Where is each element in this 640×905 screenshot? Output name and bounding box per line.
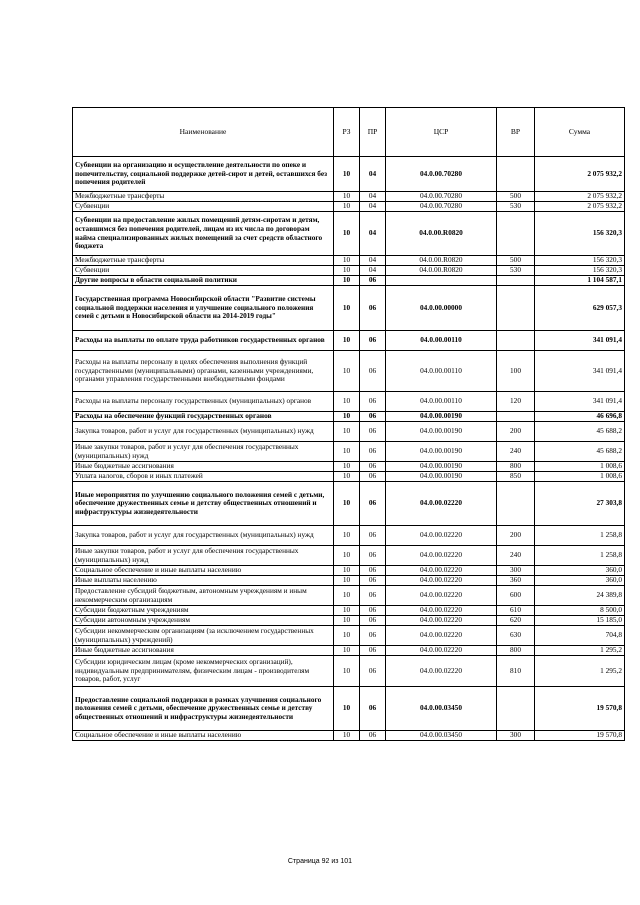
cell-sum: 341 091,4 bbox=[535, 331, 625, 351]
table-header-row bbox=[73, 108, 625, 157]
cell-name: Закупка товаров, работ и услуг для государственных (муниципальных) нужд bbox=[73, 526, 334, 546]
cell-rz: 10 bbox=[334, 286, 360, 331]
table-row bbox=[73, 266, 625, 276]
table-body bbox=[73, 157, 625, 741]
cell-csr: 04.0.00.70280 bbox=[386, 202, 497, 212]
cell-sum: 1 295,2 bbox=[535, 656, 625, 687]
cell-csr: 04.0.00.02220 bbox=[386, 646, 497, 656]
cell-csr: 04.0.00.00190 bbox=[386, 422, 497, 442]
cell-name: Субвенции bbox=[73, 266, 334, 276]
cell-pr: 04 bbox=[360, 157, 386, 192]
table-row bbox=[73, 331, 625, 351]
header-sum: Сумма bbox=[535, 108, 625, 157]
cell-sum: 629 057,3 bbox=[535, 286, 625, 331]
cell-pr: 06 bbox=[360, 442, 386, 462]
cell-rz: 10 bbox=[334, 331, 360, 351]
header-vr: ВР bbox=[497, 108, 535, 157]
cell-rz: 10 bbox=[334, 192, 360, 202]
cell-vr: 200 bbox=[497, 526, 535, 546]
cell-name: Социальное обеспечение и иные выплаты населению bbox=[73, 731, 334, 741]
cell-vr bbox=[497, 331, 535, 351]
header-name: Наименование bbox=[73, 108, 334, 157]
cell-rz: 10 bbox=[334, 586, 360, 606]
table-row bbox=[73, 731, 625, 741]
cell-vr bbox=[497, 412, 535, 422]
cell-vr: 500 bbox=[497, 256, 535, 266]
cell-csr: 04.0.00.03450 bbox=[386, 687, 497, 731]
cell-rz: 10 bbox=[334, 351, 360, 392]
cell-pr: 06 bbox=[360, 351, 386, 392]
cell-sum: 45 688,2 bbox=[535, 422, 625, 442]
cell-vr: 200 bbox=[497, 422, 535, 442]
cell-pr: 06 bbox=[360, 731, 386, 741]
table-row bbox=[73, 576, 625, 586]
table-row bbox=[73, 442, 625, 462]
cell-csr: 04.0.00.02220 bbox=[386, 576, 497, 586]
table-row bbox=[73, 482, 625, 526]
cell-sum: 341 091,4 bbox=[535, 392, 625, 412]
cell-csr: 04.0.00.00190 bbox=[386, 462, 497, 472]
cell-pr: 06 bbox=[360, 586, 386, 606]
cell-vr bbox=[497, 482, 535, 526]
cell-rz: 10 bbox=[334, 462, 360, 472]
cell-vr: 240 bbox=[497, 546, 535, 566]
cell-csr: 04.0.00.00110 bbox=[386, 331, 497, 351]
cell-pr: 04 bbox=[360, 202, 386, 212]
cell-vr bbox=[497, 687, 535, 731]
cell-pr: 04 bbox=[360, 266, 386, 276]
cell-csr: 04.0.00.00000 bbox=[386, 286, 497, 331]
cell-sum: 2 075 932,2 bbox=[535, 157, 625, 192]
cell-pr: 04 bbox=[360, 256, 386, 266]
cell-name: Государственная программа Новосибирской области "Развитие системы социальной поддержки населения и улучшение социального положения семей с детьми в Новосибирской области на 2014-2019 годы" bbox=[73, 286, 334, 331]
cell-pr: 06 bbox=[360, 687, 386, 731]
cell-pr: 06 bbox=[360, 646, 386, 656]
cell-vr: 810 bbox=[497, 656, 535, 687]
table-row bbox=[73, 202, 625, 212]
table-row bbox=[73, 422, 625, 442]
table-row bbox=[73, 412, 625, 422]
cell-rz: 10 bbox=[334, 546, 360, 566]
cell-name: Субсидии юридическим лицам (кроме некоммерческих организаций), индивидуальным предпринимателям, физическим лицам - производителям товаров, работ, услуг bbox=[73, 656, 334, 687]
cell-pr: 06 bbox=[360, 566, 386, 576]
cell-sum: 156 320,3 bbox=[535, 266, 625, 276]
cell-csr: 04.0.00.00110 bbox=[386, 392, 497, 412]
header-csr: ЦСР bbox=[386, 108, 497, 157]
cell-sum: 156 320,3 bbox=[535, 212, 625, 256]
cell-sum: 360,0 bbox=[535, 566, 625, 576]
cell-csr: 04.0.00.00190 bbox=[386, 412, 497, 422]
table-row bbox=[73, 351, 625, 392]
cell-name: Предоставление субсидий бюджетным, автономным учреждениям и иным некоммерческим организациям bbox=[73, 586, 334, 606]
cell-vr: 800 bbox=[497, 462, 535, 472]
cell-rz: 10 bbox=[334, 472, 360, 482]
cell-name: Иные мероприятия по улучшению социального положения семей с детьми, обеспечение дружественных семье и детству общественных отношений и инфраструктуры жизнедеятельности bbox=[73, 482, 334, 526]
cell-csr: 04.0.00.00110 bbox=[386, 351, 497, 392]
cell-sum: 1 258,8 bbox=[535, 526, 625, 546]
cell-vr: 360 bbox=[497, 576, 535, 586]
cell-pr: 06 bbox=[360, 576, 386, 586]
cell-name: Субвенции bbox=[73, 202, 334, 212]
cell-pr: 06 bbox=[360, 286, 386, 331]
cell-rz: 10 bbox=[334, 646, 360, 656]
table-row bbox=[73, 276, 625, 286]
cell-pr: 04 bbox=[360, 192, 386, 202]
cell-vr: 600 bbox=[497, 586, 535, 606]
cell-vr: 630 bbox=[497, 626, 535, 646]
table-row bbox=[73, 392, 625, 412]
cell-csr: 04.0.00.00190 bbox=[386, 442, 497, 462]
cell-pr: 06 bbox=[360, 472, 386, 482]
cell-csr: 04.0.00.R0820 bbox=[386, 256, 497, 266]
table-row bbox=[73, 472, 625, 482]
cell-name: Расходы на выплаты персоналу в целях обеспечения выполнения функций государственными (муниципальными) органами, казенными учреждениями, органами управления государственными внебюджетными фондами bbox=[73, 351, 334, 392]
cell-name: Закупка товаров, работ и услуг для государственных (муниципальных) нужд bbox=[73, 422, 334, 442]
cell-rz: 10 bbox=[334, 256, 360, 266]
cell-rz: 10 bbox=[334, 656, 360, 687]
cell-sum: 24 389,8 bbox=[535, 586, 625, 606]
cell-sum: 1 258,8 bbox=[535, 546, 625, 566]
cell-pr: 06 bbox=[360, 462, 386, 472]
cell-sum: 1 295,2 bbox=[535, 646, 625, 656]
cell-vr: 120 bbox=[497, 392, 535, 412]
cell-name: Иные выплаты населению bbox=[73, 576, 334, 586]
cell-name: Расходы на выплаты персоналу государственных (муниципальных) органов bbox=[73, 392, 334, 412]
cell-sum: 45 688,2 bbox=[535, 442, 625, 462]
cell-name: Социальное обеспечение и иные выплаты населению bbox=[73, 566, 334, 576]
cell-sum: 2 075 932,2 bbox=[535, 192, 625, 202]
cell-sum: 341 091,4 bbox=[535, 351, 625, 392]
cell-name: Межбюджетные трансферты bbox=[73, 192, 334, 202]
cell-csr: 04.0.00.02220 bbox=[386, 616, 497, 626]
cell-pr: 06 bbox=[360, 392, 386, 412]
cell-vr: 800 bbox=[497, 646, 535, 656]
cell-pr: 06 bbox=[360, 526, 386, 546]
cell-vr: 850 bbox=[497, 472, 535, 482]
cell-name: Субвенции на организацию и осуществление деятельности по опеке и попечительству, социальной поддержке детей-сирот и детей, оставшихся без попечения родителей bbox=[73, 157, 334, 192]
cell-pr: 06 bbox=[360, 482, 386, 526]
cell-sum: 1 104 587,1 bbox=[535, 276, 625, 286]
cell-sum: 1 008,6 bbox=[535, 472, 625, 482]
cell-rz: 10 bbox=[334, 392, 360, 412]
cell-vr: 610 bbox=[497, 606, 535, 616]
header-pr: ПР bbox=[360, 108, 386, 157]
cell-csr: 04.0.00.R0820 bbox=[386, 266, 497, 276]
cell-rz: 10 bbox=[334, 412, 360, 422]
cell-name: Субсидии автономным учреждениям bbox=[73, 616, 334, 626]
cell-sum: 360,0 bbox=[535, 576, 625, 586]
table-row bbox=[73, 546, 625, 566]
cell-sum: 704,8 bbox=[535, 626, 625, 646]
cell-name: Расходы на выплаты по оплате труда работников государственных органов bbox=[73, 331, 334, 351]
cell-rz: 10 bbox=[334, 731, 360, 741]
table-row bbox=[73, 687, 625, 731]
cell-pr: 06 bbox=[360, 606, 386, 616]
cell-name: Иные закупки товаров, работ и услуг для обеспечения государственных (муниципальных) нужд bbox=[73, 442, 334, 462]
cell-sum: 8 500,0 bbox=[535, 606, 625, 616]
cell-rz: 10 bbox=[334, 212, 360, 256]
cell-name: Иные бюджетные ассигнования bbox=[73, 646, 334, 656]
cell-csr: 04.0.00.70280 bbox=[386, 192, 497, 202]
cell-csr: 04.0.00.02220 bbox=[386, 482, 497, 526]
cell-pr: 06 bbox=[360, 546, 386, 566]
cell-pr: 06 bbox=[360, 331, 386, 351]
cell-rz: 10 bbox=[334, 276, 360, 286]
table-row bbox=[73, 212, 625, 256]
cell-vr: 240 bbox=[497, 442, 535, 462]
table-row bbox=[73, 586, 625, 606]
cell-rz: 10 bbox=[334, 442, 360, 462]
cell-pr: 06 bbox=[360, 422, 386, 442]
cell-csr: 04.0.00.02220 bbox=[386, 546, 497, 566]
cell-csr: 04.0.00.00190 bbox=[386, 472, 497, 482]
cell-sum: 19 570,8 bbox=[535, 731, 625, 741]
cell-csr: 04.0.00.02220 bbox=[386, 626, 497, 646]
cell-rz: 10 bbox=[334, 202, 360, 212]
cell-vr bbox=[497, 157, 535, 192]
table-row bbox=[73, 286, 625, 331]
cell-rz: 10 bbox=[334, 482, 360, 526]
table-row bbox=[73, 462, 625, 472]
cell-rz: 10 bbox=[334, 576, 360, 586]
cell-rz: 10 bbox=[334, 626, 360, 646]
cell-csr: 04.0.00.02220 bbox=[386, 656, 497, 687]
header-rz: РЗ bbox=[334, 108, 360, 157]
cell-name: Другие вопросы в области социальной политики bbox=[73, 276, 334, 286]
cell-vr: 530 bbox=[497, 266, 535, 276]
table-row bbox=[73, 192, 625, 202]
cell-vr: 620 bbox=[497, 616, 535, 626]
cell-vr: 300 bbox=[497, 731, 535, 741]
cell-csr: 04.0.00.02220 bbox=[386, 586, 497, 606]
cell-name: Иные закупки товаров, работ и услуг для обеспечения государственных (муниципальных) нужд bbox=[73, 546, 334, 566]
cell-rz: 10 bbox=[334, 526, 360, 546]
cell-rz: 10 bbox=[334, 566, 360, 576]
cell-pr: 06 bbox=[360, 656, 386, 687]
table-row bbox=[73, 616, 625, 626]
cell-rz: 10 bbox=[334, 266, 360, 276]
cell-name: Субсидии бюджетным учреждениям bbox=[73, 606, 334, 616]
cell-vr: 300 bbox=[497, 566, 535, 576]
cell-name: Предоставление социальной поддержки в рамках улучшения социального положения семей с детьми, обеспечение дружественных семье и детству общественных отношений и инфраструктуры жизнедеятельности bbox=[73, 687, 334, 731]
cell-pr: 04 bbox=[360, 212, 386, 256]
table-row bbox=[73, 626, 625, 646]
table-row bbox=[73, 656, 625, 687]
page-number: Страница 92 из 101 bbox=[287, 858, 353, 865]
cell-vr: 100 bbox=[497, 351, 535, 392]
cell-rz: 10 bbox=[334, 606, 360, 616]
cell-csr bbox=[386, 276, 497, 286]
cell-name: Уплата налогов, сборов и иных платежей bbox=[73, 472, 334, 482]
budget-table bbox=[72, 107, 625, 741]
cell-sum: 27 303,8 bbox=[535, 482, 625, 526]
cell-pr: 06 bbox=[360, 412, 386, 422]
cell-name: Субвенции на предоставление жилых помещений детям-сиротам и детям, оставшимся без попечения родителей, лицам из их числа по договорам найма специализированных жилых помещений за счет средств областного бюджета bbox=[73, 212, 334, 256]
cell-sum: 156 320,3 bbox=[535, 256, 625, 266]
table-row bbox=[73, 646, 625, 656]
cell-name: Межбюджетные трансферты bbox=[73, 256, 334, 266]
cell-name: Субсидии некоммерческим организациям (за исключением государственных (муниципальных) учреждений) bbox=[73, 626, 334, 646]
cell-pr: 06 bbox=[360, 616, 386, 626]
cell-rz: 10 bbox=[334, 422, 360, 442]
cell-csr: 04.0.00.70280 bbox=[386, 157, 497, 192]
cell-pr: 06 bbox=[360, 626, 386, 646]
cell-vr bbox=[497, 212, 535, 256]
cell-vr: 530 bbox=[497, 202, 535, 212]
table-row bbox=[73, 606, 625, 616]
table-row bbox=[73, 566, 625, 576]
cell-rz: 10 bbox=[334, 616, 360, 626]
table-row bbox=[73, 157, 625, 192]
cell-name: Расходы на обеспечение функций государственных органов bbox=[73, 412, 334, 422]
cell-csr: 04.0.00.R0820 bbox=[386, 212, 497, 256]
cell-rz: 10 bbox=[334, 687, 360, 731]
table-row bbox=[73, 256, 625, 266]
cell-name: Иные бюджетные ассигнования bbox=[73, 462, 334, 472]
cell-vr bbox=[497, 276, 535, 286]
cell-vr: 500 bbox=[497, 192, 535, 202]
cell-csr: 04.0.00.02220 bbox=[386, 566, 497, 576]
table-row bbox=[73, 526, 625, 546]
cell-csr: 04.0.00.02220 bbox=[386, 606, 497, 616]
cell-sum: 1 008,6 bbox=[535, 462, 625, 472]
cell-pr: 06 bbox=[360, 276, 386, 286]
cell-sum: 46 696,8 bbox=[535, 412, 625, 422]
cell-csr: 04.0.00.02220 bbox=[386, 526, 497, 546]
cell-sum: 19 570,8 bbox=[535, 687, 625, 731]
cell-rz: 10 bbox=[334, 157, 360, 192]
cell-csr: 04.0.00.03450 bbox=[386, 731, 497, 741]
cell-vr bbox=[497, 286, 535, 331]
cell-sum: 15 185,0 bbox=[535, 616, 625, 626]
cell-sum: 2 075 932,2 bbox=[535, 202, 625, 212]
